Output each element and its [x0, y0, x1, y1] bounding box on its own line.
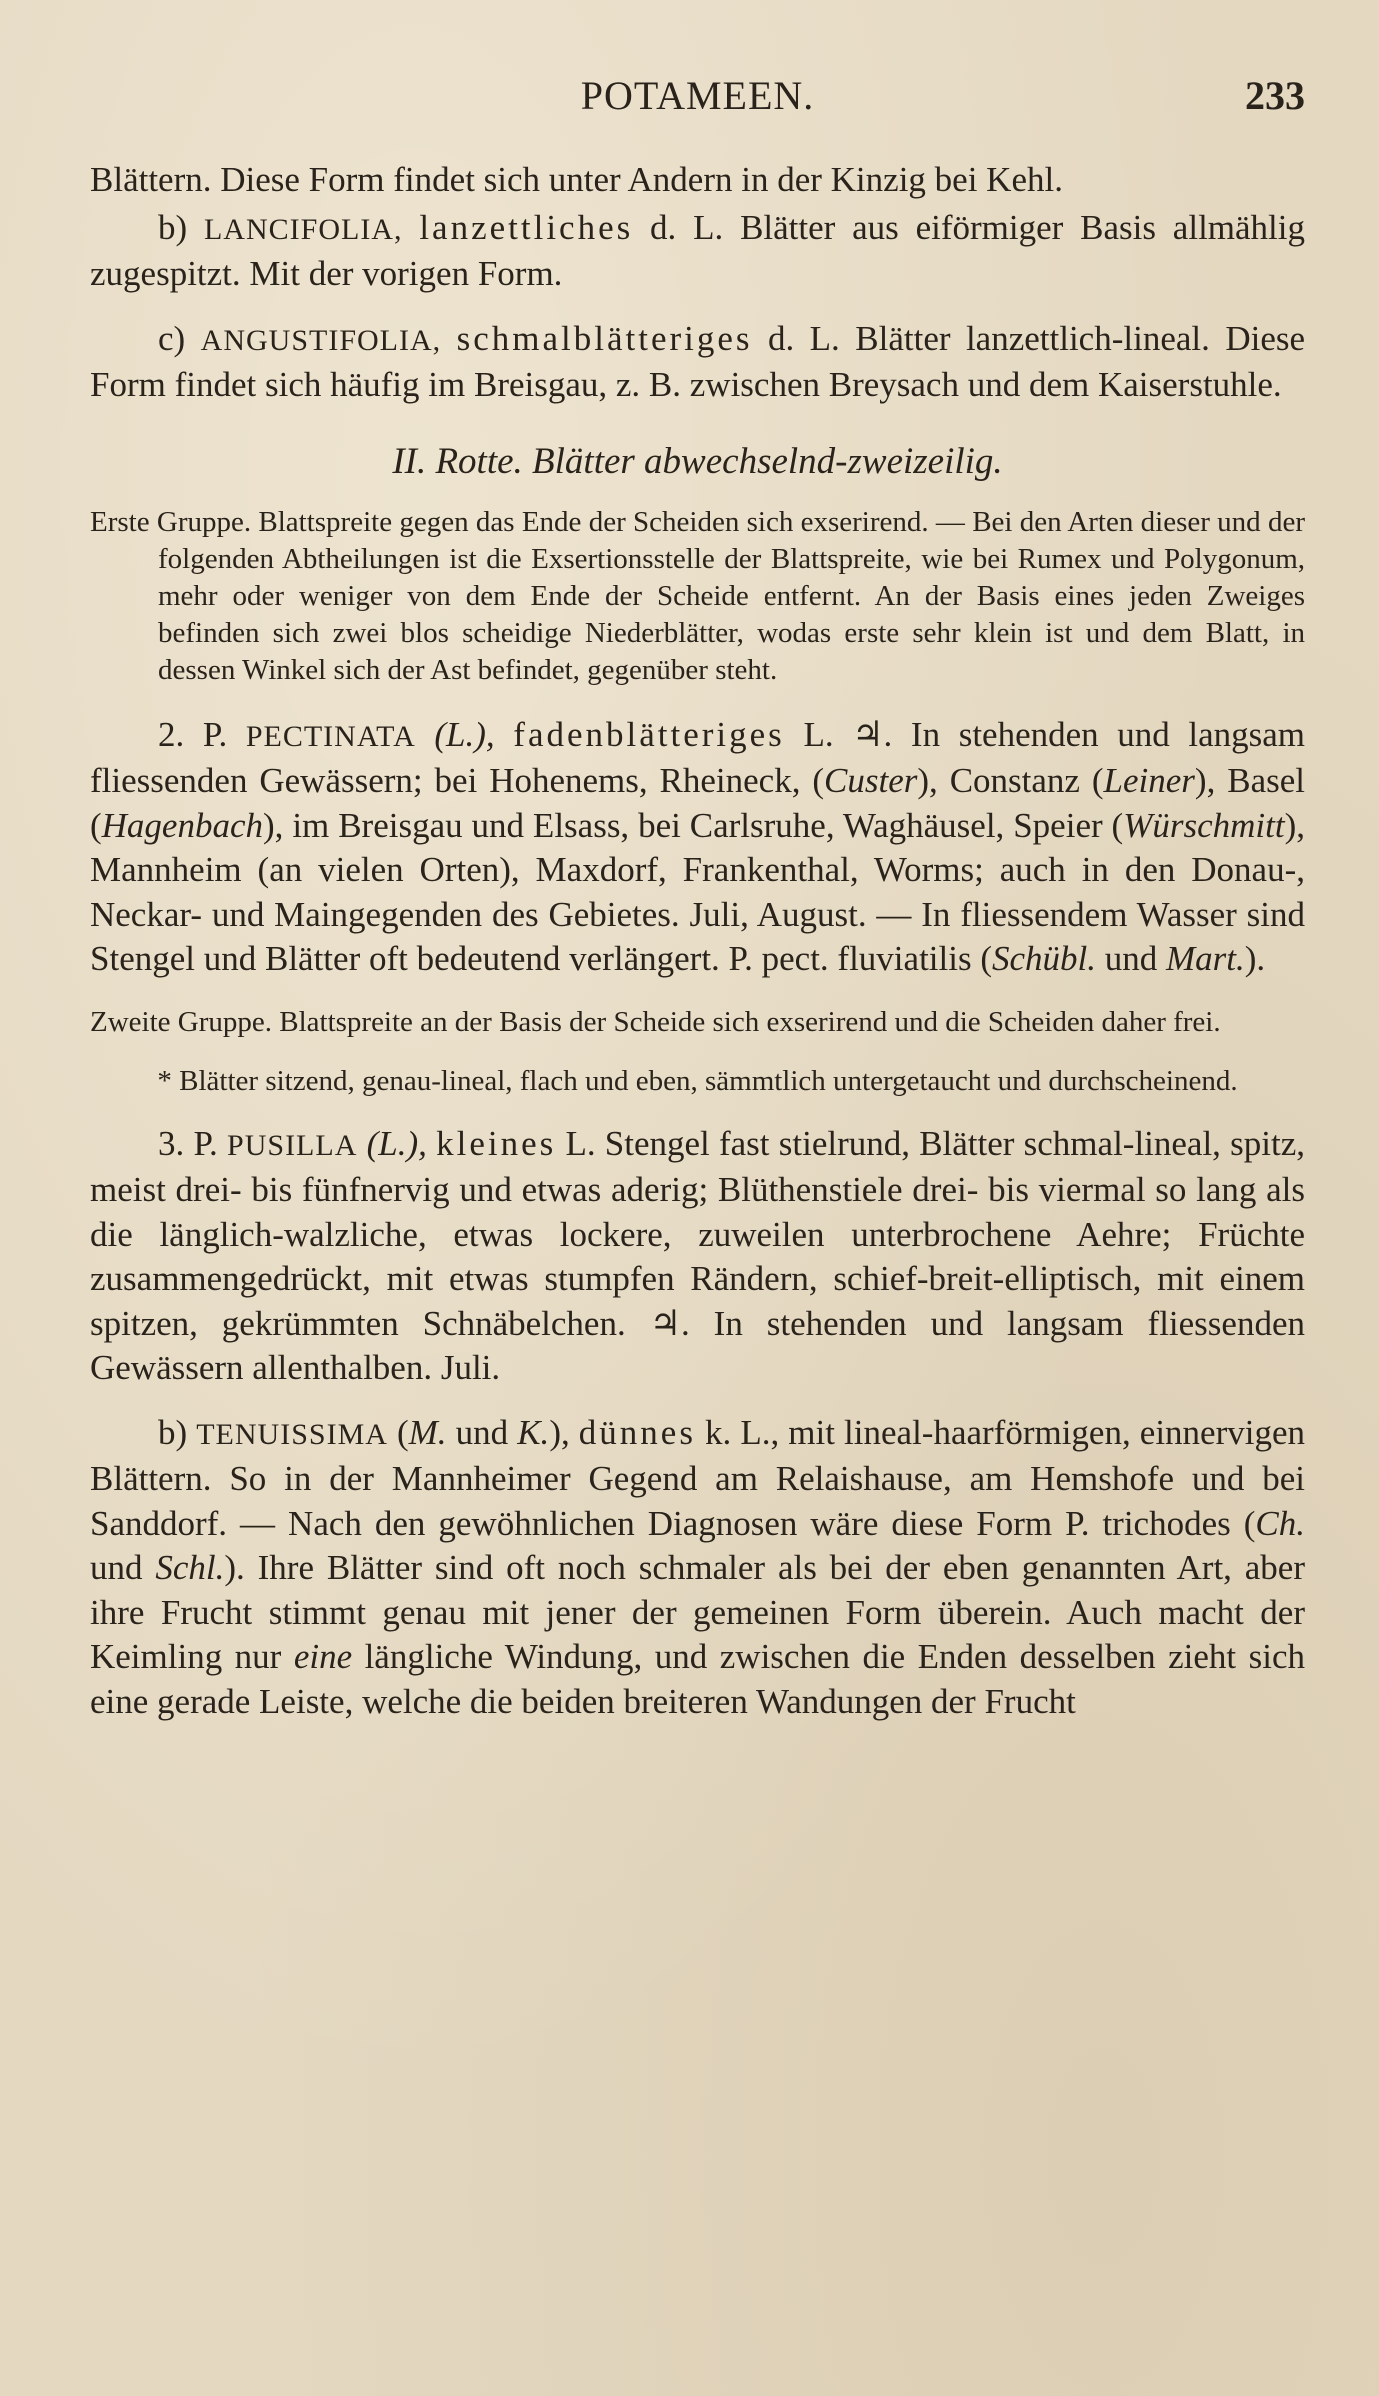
author-name: Ch.	[1255, 1503, 1305, 1543]
paragraph-text: längliche Windung, und zwischen die Enden desselben zieht sich eine gerade Leiste, welche die beiden breiteren Wandungen der Frucht	[90, 1637, 1305, 1721]
paragraph-text: ), Constanz (	[917, 761, 1104, 800]
collector-name: Mart.	[1166, 939, 1245, 978]
collector-name: Würschmitt	[1123, 805, 1285, 845]
common-name: lanzettliches	[419, 207, 634, 247]
page-body	[90, 158, 1305, 1724]
author-name: K.	[517, 1412, 550, 1452]
species-name: PUSILLA	[227, 1128, 358, 1162]
variety-name: LANCIFOLIA,	[203, 212, 403, 246]
collector-name: Hagenbach	[101, 805, 264, 845]
author-punct: (	[396, 1412, 409, 1452]
species-number: 2. P.	[158, 714, 228, 754]
subgroup-heading: * Blätter sitzend, genau-lineal, flach und eben, sämmtlich untergetaucht und durchscheinend.	[157, 1064, 1238, 1097]
paragraph-text: d. L. Blätter lanzettlich-lineal. Diese Form findet sich häufig im Breisgau, z. B. zwischen Breysach und dem Kaiserstuhle.	[90, 318, 1306, 404]
collector-name: Custer	[824, 761, 918, 800]
paragraph-text: ). Ihre Blätter sind oft noch schmaler als bei der eben genannten Art, aber ihre Frucht stimmt genau mit jener der gemeinen Form überein. Auch macht der Keimling nur	[90, 1548, 1305, 1676]
species-author: (L.),	[434, 714, 495, 754]
paragraph-text: k. L., mit lineal-haarförmigen, einnervigen Blättern. So in der Mannheimer Gegend am Relaishause, am Hemshofe und bei Sanddorf. — Nach den gewöhnlichen Diagnosen wäre diese Form P. trichodes (	[90, 1412, 1306, 1543]
species-number: 3. P.	[158, 1123, 218, 1163]
common-name: schmalblätteriges	[456, 318, 753, 358]
paragraph-continuation: Blättern. Diese Form findet sich unter Andern in der Kinzig bei Kehl.	[90, 160, 1063, 199]
variety-name: TENUISSIMA	[196, 1417, 388, 1451]
paragraph-pectinata	[90, 713, 1305, 982]
paragraph-text: d. L. Blätter aus eiförmiger Basis allmählig zugespitzt. Mit der vorigen Form.	[90, 207, 1306, 293]
section-heading-rotte: II. Rotte. Blätter abwechselnd-zweizeilig.	[392, 440, 1003, 482]
author-punct: und	[446, 1412, 518, 1452]
paragraph-text: ), Mannheim (an vielen Orten), Maxdorf, Frankenthal, Worms; auch in den Donau-, Neckar- und Maingegenden des Gebietes. Juli, August. — In fliessendem Wasser sind Stengel und Blätter oft bedeutend verlängert. P. pect. fluviatilis (	[90, 805, 1305, 978]
collector-name: Leiner	[1103, 761, 1195, 800]
group-heading-first: Erste Gruppe. Blattspreite gegen das Ende der Scheiden sich exserirend. — Bei den Arten dieser und der folgenden Abtheilungen ist die Exsertionsstelle der Blattspreite, wie bei Rumex und Polygonum, mehr oder weniger von dem Ende der Scheide entfernt. An der Basis eines jeden Zweiges befinden sich zwei blos scheidige Niederblätter, wodas erste sehr klein ist und dem Blatt, in dessen Winkel sich der Ast befindet, gegenüber steht.	[90, 505, 1305, 686]
paragraph-text: In stehenden und langsam fliessenden Gewässern; bei Hohenems, Rheineck, (	[90, 714, 1306, 800]
paragraph-text: ).	[1244, 939, 1266, 978]
group-heading-second: Zweite Gruppe. Blattspreite an der Basis der Scheide sich exserirend und die Scheiden daher frei.	[90, 1005, 1221, 1038]
common-name: kleines	[436, 1123, 557, 1163]
variety-label: b)	[158, 1412, 188, 1452]
paragraph-tenuissima	[90, 1411, 1305, 1725]
emphasis: eine	[293, 1637, 353, 1676]
common-name: fadenblätteriges	[513, 714, 785, 754]
common-name: dünnes	[578, 1412, 696, 1452]
paragraph-pusilla	[90, 1122, 1305, 1391]
page-header	[90, 72, 1305, 132]
paragraph-text: und	[1096, 939, 1167, 978]
species-author: (L.),	[366, 1123, 427, 1163]
species-name: PECTINATA	[245, 719, 416, 753]
paragraph-text: und	[90, 1548, 156, 1587]
paragraph-text: L. Stengel fast stielrund, Blätter schmal-lineal, spitz, meist drei- bis fünfnervig und etwas aderig; Blüthenstiele drei- bis viermal so lang als die länglich-walzliche, etwas lockere, zuweilen unterbrochene Aehre; Früchte zusammengedrückt, mit etwas stumpfen Rändern, schief-breit-elliptisch, mit einem spitzen, gekrümmten Schnäbelchen. ♃. In stehenden und langsam fliessenden Gewässern allenthalben. Juli.	[90, 1123, 1306, 1387]
paragraph-text: ), im Breisgau und Elsass, bei Carlsruhe, Waghäusel, Speier (	[263, 805, 1124, 845]
paragraph-angustifolia	[90, 317, 1305, 408]
variety-label: b)	[158, 207, 188, 247]
variety-name: ANGUSTIFOLIA,	[200, 323, 442, 357]
variety-label: c)	[158, 318, 186, 358]
author-punct: ),	[549, 1412, 570, 1452]
page-number: 233	[1245, 73, 1305, 118]
paragraph-text: ), Basel (	[90, 761, 1305, 845]
running-head: POTAMEEN.	[580, 73, 815, 118]
author-name: Schl.	[155, 1548, 225, 1587]
symbol: L. ♃.	[803, 714, 893, 754]
collector-name: Schübl.	[992, 939, 1097, 978]
author-name: M.	[408, 1412, 447, 1452]
paragraph-lancifolia	[90, 206, 1305, 297]
